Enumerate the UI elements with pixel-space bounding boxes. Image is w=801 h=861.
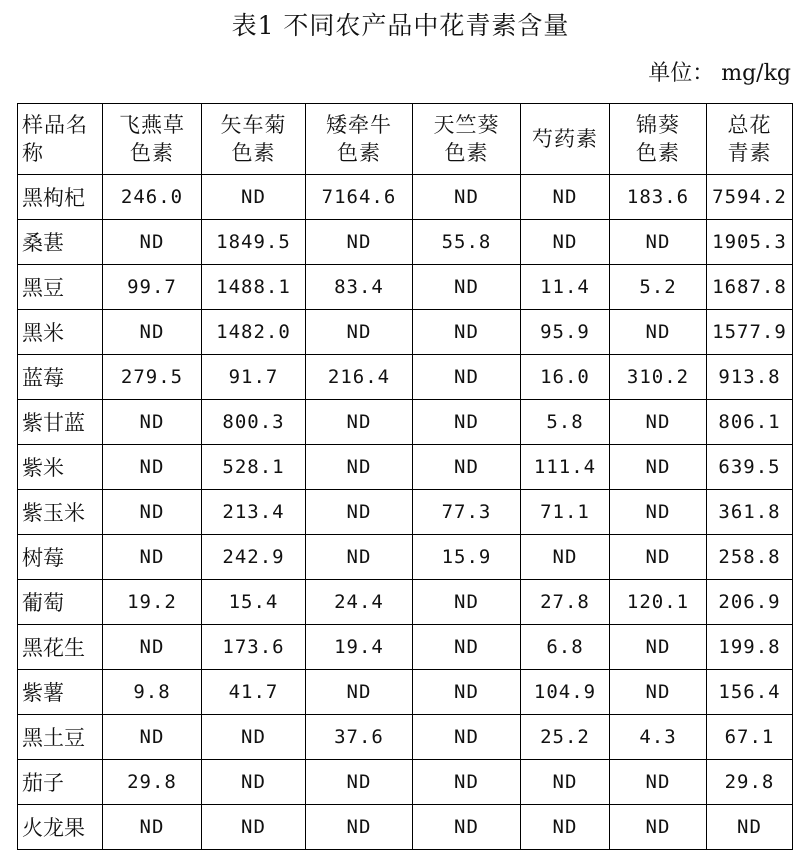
- value-cell: ND: [202, 805, 306, 850]
- value-cell: ND: [413, 670, 521, 715]
- value-cell: ND: [306, 490, 413, 535]
- value-cell: 15.4: [202, 580, 306, 625]
- value-cell: ND: [103, 805, 202, 850]
- header-cell: 芍药素: [521, 104, 610, 175]
- table-title: 表1 不同农产品中花青素含量: [231, 11, 570, 40]
- value-cell: ND: [306, 445, 413, 490]
- table-row: [18, 805, 793, 850]
- sample-name-cell: 紫玉米: [18, 490, 103, 535]
- value-cell: ND: [610, 760, 707, 805]
- value-cell: ND: [202, 175, 306, 220]
- value-cell: 6.8: [521, 625, 610, 670]
- value-cell: 104.9: [521, 670, 610, 715]
- value-cell: ND: [202, 760, 306, 805]
- value-cell: 16.0: [521, 355, 610, 400]
- value-cell: 156.4: [707, 670, 793, 715]
- value-cell: 1849.5: [202, 220, 306, 265]
- value-cell: ND: [707, 805, 793, 850]
- header-cell: 矮牵牛 色素: [306, 104, 413, 175]
- value-cell: ND: [521, 220, 610, 265]
- value-cell: ND: [103, 625, 202, 670]
- value-cell: ND: [610, 310, 707, 355]
- value-cell: 4.3: [610, 715, 707, 760]
- value-cell: 120.1: [610, 580, 707, 625]
- sample-name-cell: 紫薯: [18, 670, 103, 715]
- sample-name-cell: 蓝莓: [18, 355, 103, 400]
- value-cell: 206.9: [707, 580, 793, 625]
- value-cell: 806.1: [707, 400, 793, 445]
- sample-name-cell: 黑土豆: [18, 715, 103, 760]
- value-cell: 361.8: [707, 490, 793, 535]
- value-cell: ND: [521, 760, 610, 805]
- value-cell: 19.4: [306, 625, 413, 670]
- value-cell: 1482.0: [202, 310, 306, 355]
- value-cell: ND: [413, 580, 521, 625]
- value-cell: 19.2: [103, 580, 202, 625]
- value-cell: ND: [413, 445, 521, 490]
- value-cell: ND: [521, 175, 610, 220]
- table-row: [18, 535, 793, 580]
- table-row: [18, 175, 793, 220]
- value-cell: 5.8: [521, 400, 610, 445]
- value-cell: ND: [103, 400, 202, 445]
- header-cell: 飞燕草 色素: [103, 104, 202, 175]
- value-cell: ND: [103, 220, 202, 265]
- sample-name-cell: 黑米: [18, 310, 103, 355]
- value-cell: ND: [306, 670, 413, 715]
- table-row: [18, 670, 793, 715]
- value-cell: ND: [610, 670, 707, 715]
- table-row: [18, 265, 793, 310]
- value-cell: 213.4: [202, 490, 306, 535]
- value-cell: 71.1: [521, 490, 610, 535]
- table-row: [18, 445, 793, 490]
- value-cell: 5.2: [610, 265, 707, 310]
- value-cell: ND: [306, 805, 413, 850]
- sample-name-cell: 紫米: [18, 445, 103, 490]
- value-cell: ND: [413, 760, 521, 805]
- header-cell: 样品名 称: [18, 104, 103, 175]
- header-row: [18, 104, 793, 175]
- value-cell: 83.4: [306, 265, 413, 310]
- value-cell: 310.2: [610, 355, 707, 400]
- sample-name-cell: 桑葚: [18, 220, 103, 265]
- table-row: [18, 490, 793, 535]
- value-cell: 24.4: [306, 580, 413, 625]
- value-cell: ND: [306, 535, 413, 580]
- value-cell: 77.3: [413, 490, 521, 535]
- value-cell: 15.9: [413, 535, 521, 580]
- value-cell: ND: [202, 715, 306, 760]
- value-cell: 91.7: [202, 355, 306, 400]
- header-cell: 锦葵 色素: [610, 104, 707, 175]
- table-row: [18, 715, 793, 760]
- value-cell: 67.1: [707, 715, 793, 760]
- table-row: [18, 355, 793, 400]
- sample-name-cell: 树莓: [18, 535, 103, 580]
- value-cell: 29.8: [707, 760, 793, 805]
- sample-name-cell: 茄子: [18, 760, 103, 805]
- value-cell: ND: [306, 220, 413, 265]
- value-cell: 55.8: [413, 220, 521, 265]
- value-cell: ND: [610, 625, 707, 670]
- value-cell: 528.1: [202, 445, 306, 490]
- value-cell: ND: [413, 805, 521, 850]
- value-cell: ND: [413, 175, 521, 220]
- value-cell: 1488.1: [202, 265, 306, 310]
- value-cell: 111.4: [521, 445, 610, 490]
- value-cell: 27.8: [521, 580, 610, 625]
- value-cell: 199.8: [707, 625, 793, 670]
- value-cell: ND: [610, 805, 707, 850]
- value-cell: ND: [413, 625, 521, 670]
- value-cell: 99.7: [103, 265, 202, 310]
- value-cell: ND: [103, 310, 202, 355]
- value-cell: 913.8: [707, 355, 793, 400]
- value-cell: ND: [610, 490, 707, 535]
- value-cell: 173.6: [202, 625, 306, 670]
- value-cell: 7594.2: [707, 175, 793, 220]
- value-cell: ND: [610, 445, 707, 490]
- table-row: [18, 625, 793, 670]
- table-row: [18, 580, 793, 625]
- sample-name-cell: 黑豆: [18, 265, 103, 310]
- value-cell: ND: [103, 445, 202, 490]
- value-cell: ND: [521, 805, 610, 850]
- value-cell: 183.6: [610, 175, 707, 220]
- value-cell: 1687.8: [707, 265, 793, 310]
- anthocyanin-table: [17, 103, 793, 850]
- value-cell: ND: [610, 400, 707, 445]
- value-cell: ND: [413, 715, 521, 760]
- header-cell: 天竺葵 色素: [413, 104, 521, 175]
- value-cell: 1905.3: [707, 220, 793, 265]
- value-cell: 800.3: [202, 400, 306, 445]
- value-cell: ND: [610, 535, 707, 580]
- value-cell: 41.7: [202, 670, 306, 715]
- value-cell: 25.2: [521, 715, 610, 760]
- sample-name-cell: 紫甘蓝: [18, 400, 103, 445]
- table-row: [18, 760, 793, 805]
- value-cell: 216.4: [306, 355, 413, 400]
- value-cell: 639.5: [707, 445, 793, 490]
- value-cell: 9.8: [103, 670, 202, 715]
- sample-name-cell: 葡萄: [18, 580, 103, 625]
- sample-name-cell: 黑枸杞: [18, 175, 103, 220]
- value-cell: 95.9: [521, 310, 610, 355]
- table-row: [18, 400, 793, 445]
- table-row: [18, 310, 793, 355]
- value-cell: 246.0: [103, 175, 202, 220]
- value-cell: ND: [413, 310, 521, 355]
- value-cell: ND: [103, 715, 202, 760]
- value-cell: ND: [413, 355, 521, 400]
- value-cell: ND: [306, 760, 413, 805]
- value-cell: ND: [306, 310, 413, 355]
- table-body: [18, 175, 793, 850]
- value-cell: ND: [103, 490, 202, 535]
- sample-name-cell: 火龙果: [18, 805, 103, 850]
- value-cell: ND: [103, 535, 202, 580]
- value-cell: 11.4: [521, 265, 610, 310]
- value-cell: 29.8: [103, 760, 202, 805]
- sample-name-cell: 黑花生: [18, 625, 103, 670]
- header-cell: 矢车菊 色素: [202, 104, 306, 175]
- value-cell: ND: [306, 400, 413, 445]
- unit-label: 单位： mg/kg: [648, 61, 791, 86]
- value-cell: ND: [413, 265, 521, 310]
- value-cell: ND: [610, 220, 707, 265]
- value-cell: 242.9: [202, 535, 306, 580]
- table-row: [18, 220, 793, 265]
- value-cell: 1577.9: [707, 310, 793, 355]
- header-cell: 总花 青素: [707, 104, 793, 175]
- value-cell: 37.6: [306, 715, 413, 760]
- value-cell: 258.8: [707, 535, 793, 580]
- value-cell: 279.5: [103, 355, 202, 400]
- value-cell: ND: [413, 400, 521, 445]
- value-cell: ND: [521, 535, 610, 580]
- value-cell: 7164.6: [306, 175, 413, 220]
